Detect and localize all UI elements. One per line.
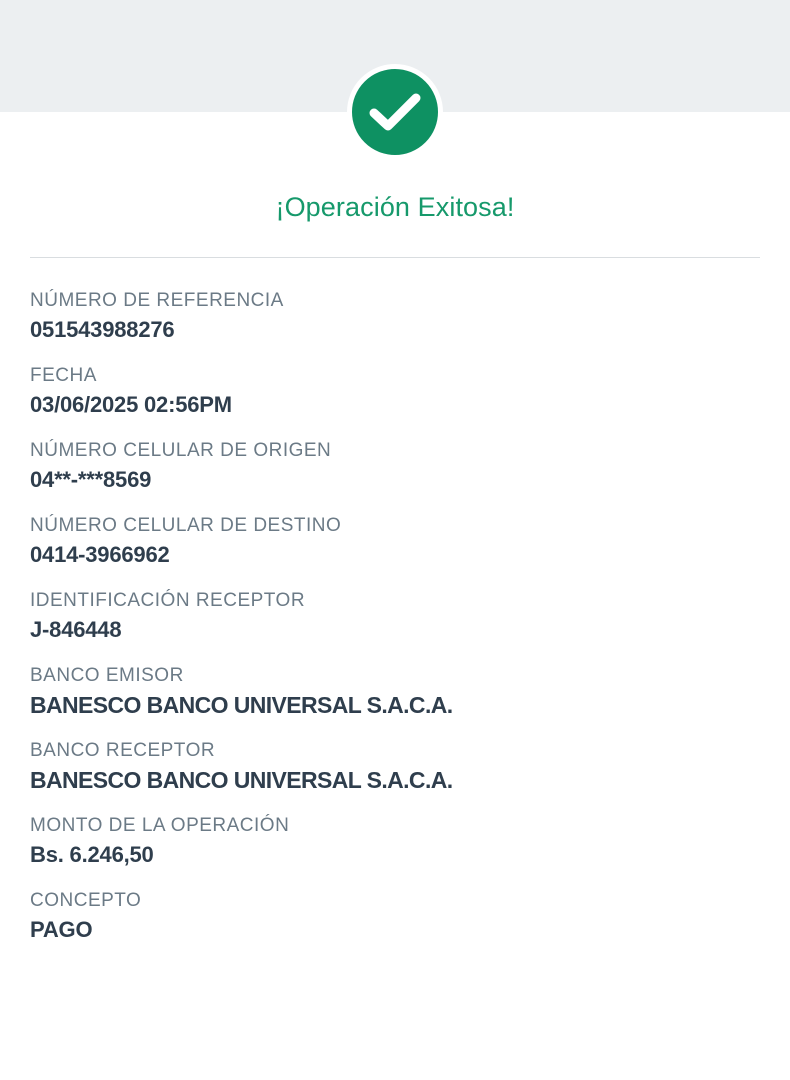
detail-label: FECHA	[30, 365, 97, 386]
list-item	[30, 813, 760, 870]
detail-label: NÚMERO DE REFERENCIA	[30, 290, 284, 311]
detail-label: MONTO DE LA OPERACIÓN	[30, 815, 290, 836]
detail-value: 04**-***8569	[30, 467, 152, 492]
list-item	[30, 363, 760, 420]
detail-value: 0414-3966962	[30, 542, 170, 567]
detail-value: 051543988276	[30, 317, 175, 342]
list-item	[30, 438, 760, 495]
divider	[30, 257, 760, 258]
detail-label: NÚMERO CELULAR DE ORIGEN	[30, 440, 332, 461]
detail-value: J-846448	[30, 617, 122, 642]
detail-value: Bs. 6.246,50	[30, 842, 154, 867]
detail-label: IDENTIFICACIÓN RECEPTOR	[30, 590, 306, 611]
detail-label: BANCO EMISOR	[30, 665, 184, 686]
detail-value: 03/06/2025 02:56PM	[30, 392, 232, 417]
detail-value: BANESCO BANCO UNIVERSAL S.A.C.A.	[30, 692, 453, 718]
detail-label: BANCO RECEPTOR	[30, 740, 216, 761]
detail-value: BANESCO BANCO UNIVERSAL S.A.C.A.	[30, 767, 453, 793]
list-item	[30, 888, 760, 945]
list-item	[30, 513, 760, 570]
list-item	[30, 588, 760, 645]
detail-label: CONCEPTO	[30, 890, 142, 911]
details-list	[30, 288, 760, 963]
list-item	[30, 663, 760, 720]
detail-label: NÚMERO CELULAR DE DESTINO	[30, 515, 342, 536]
list-item	[30, 288, 760, 345]
list-item	[30, 738, 760, 795]
page-title: ¡Operación Exitosa!	[275, 192, 515, 222]
check-circle-icon	[347, 64, 443, 160]
detail-value: PAGO	[30, 917, 93, 942]
